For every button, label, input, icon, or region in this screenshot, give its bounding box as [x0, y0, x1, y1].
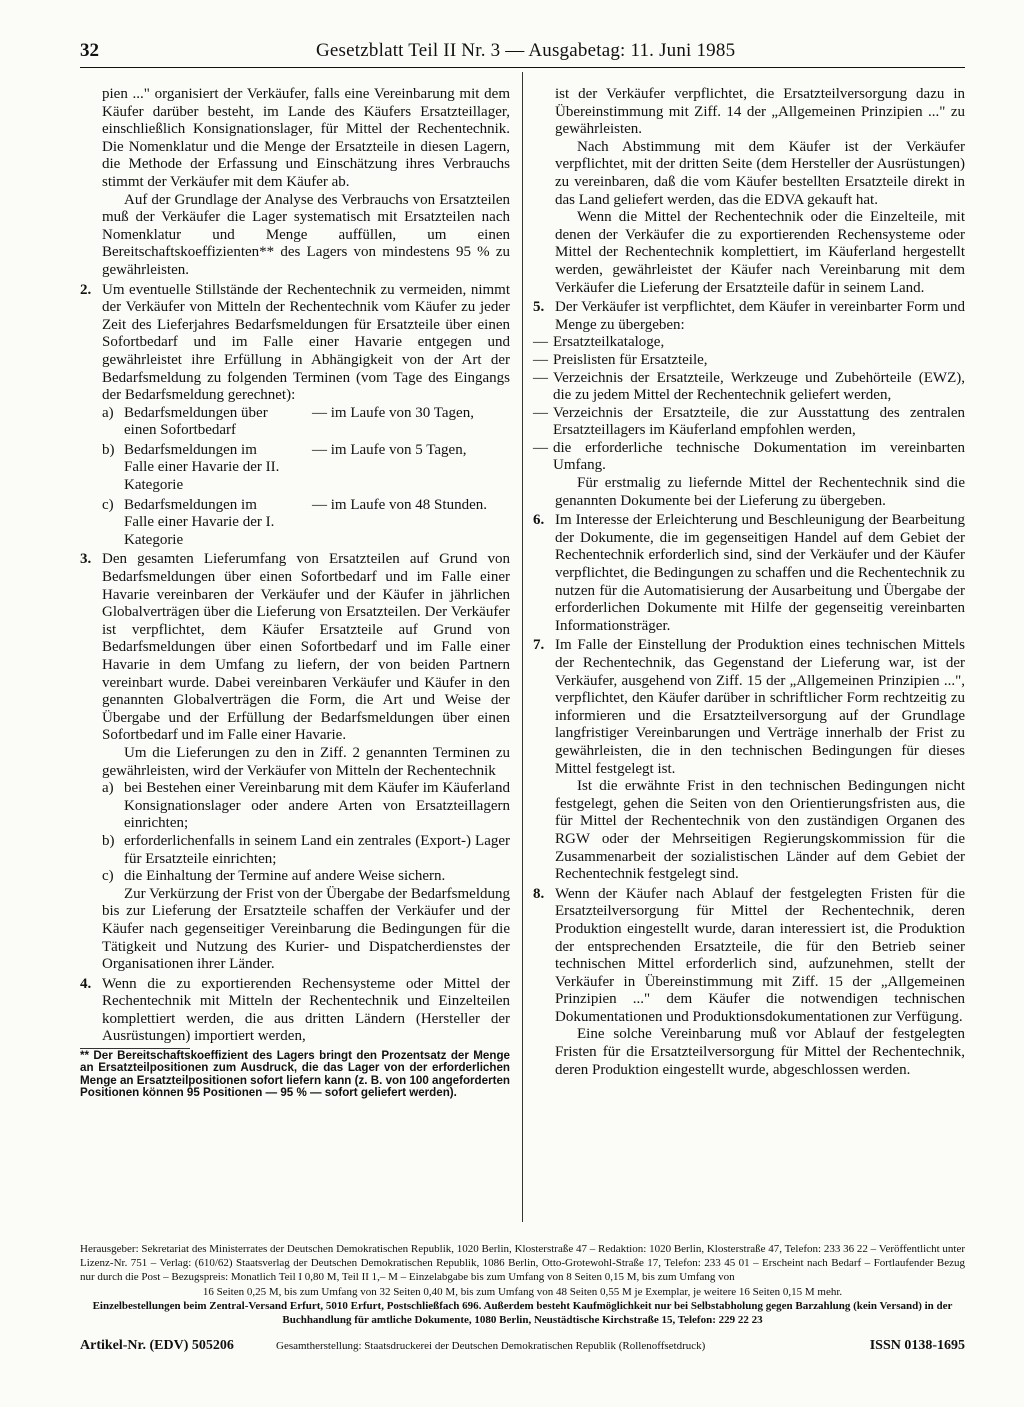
sub-item-key: a) [102, 780, 114, 797]
item-text: Im Interesse der Erleichterung und Beschleunigung der Bearbeitung der Dokumente, die im gegenseitigen Handel auf dem Gebiet der Rechentechnik erforderlich sind, sind der Verkäufer und der Käufer verpflichtet, die Bedingungen zu schaffen und die Rechentechnik zu nutzen für die Automatisierung der Ausarbeitung und Übergabe der erforderlichen Dokumente mit Hilfe der gegenseitig vereinbarten Informationsträger. [555, 512, 965, 634]
paragraph: ist der Verkäufer verpflichtet, die Ersatzteilversorgung dazu in Übereinstimmung mit Ziff. 14 der „Allgemeinen Prinzipien ..." zu gewährleisten. [555, 86, 965, 138]
schedule-key: c) [102, 496, 114, 513]
paragraph: Für erstmalig zu liefernde Mittel der Rechentechnik sind die genannten Dokumente bei der Lieferung zu übergeben. [555, 475, 965, 509]
paragraph: Wenn die Mittel der Rechentechnik oder die Einzelteile, mit denen der Verkäufer die zu exportierenden Rechensysteme oder Mittel der Rechentechnik komplettiert, im Käuferland hergestellt werden, gewährleistet der Käufer nach Vereinbarung mit dem Verkäufer die Lieferung der Ersatzteile dafür in seinem Land. [555, 209, 965, 296]
footnote: ** Der Bereitschaftskoeffizient des Lagers bringt den Prozentsatz der Menge an Ersatzteilpositionen zum Ausdruck, die das Lager von der erforderlichen Menge an Ersatzteilpositionen sofort liefern kann (z. B. von 100 angeforderten Positionen können 95 Positionen — 95 % — sofort geliefert werden). [80, 1049, 510, 1100]
item-text: Um die Lieferungen zu den in Ziff. 2 genannten Terminen zu gewährleisten, wird der Verkäufer von Mitteln der Rechentechnik [102, 744, 510, 779]
schedule-row [102, 405, 510, 440]
page-header [80, 40, 980, 70]
item-text: Der Verkäufer ist verpflichtet, dem Käufer in vereinbarter Form und Menge zu übergeben: [555, 299, 965, 333]
issn: ISSN 0138-1695 [869, 1338, 965, 1353]
imprint-footer [80, 1338, 965, 1358]
dash-text: Preislisten für Ersatzteile, [553, 351, 708, 368]
dash-marker: — [533, 334, 548, 351]
section-item-2 [80, 282, 510, 405]
sub-item-text: bei Bestehen einer Vereinbarung mit dem Käufer im Käuferland Konsignationslager oder andere Arten von Ersatzteillagern einrichten; [124, 780, 510, 832]
dash-item [533, 405, 965, 440]
left-column [80, 86, 510, 1100]
dash-item [533, 370, 965, 405]
sub-item-key: c) [102, 868, 114, 885]
imprint-text: 16 Seiten 0,25 M, bis zum Umfang von 32 Seiten 0,40 M, bis zum Umfang von 48 Seiten 0,55 M je Exemplar, je weitere 16 Seiten 0,15 M mehr. [202, 1285, 843, 1298]
section-item-4 [80, 976, 510, 1046]
paragraph: Auf der Grundlage der Analyse des Verbrauchs von Ersatzteilen muß der Verkäufer die Lager systematisch mit Ersatzteilen nach Nomenklatur und Menge auffüllen, um einen Bereitschaftskoeffizienten** des Lagers von mindestens 95 % zu gewährleisten. [102, 191, 510, 278]
item-number: 6. [533, 512, 545, 529]
right-column [533, 86, 965, 1079]
dash-text: Ersatzteilkataloge, [553, 334, 665, 351]
dash-item [533, 334, 965, 352]
item-number: 8. [533, 885, 545, 902]
item-text: Zur Verkürzung der Frist von der Übergabe der Bedarfsmeldung bis zur Lieferung der Ersatzteile schaffen der Verkäufer und der Käufer nach gegenseitiger Vereinbarung die Bedingungen für die Tätigkeit und Nutzung des Kurier- und Dispatcherdienstes der Organisationen ihrer Länder. [102, 885, 511, 973]
schedule-term: — im Laufe von 30 Tagen, [312, 404, 474, 421]
sub-item-text: erforderlichenfalls in seinem Land ein zentrales (Export-) Lager für Ersatzteile einrichten; [124, 832, 510, 867]
imprint-orders: Einzelbestellungen beim Zentral-Versand Erfurt, 5010 Erfurt, Postschließfach 696. Außerdem besteht Kaufmöglichkeit nur bei Selbstabholung gegen Barzahlung (kein Versand) in der [92, 1299, 953, 1312]
dash-text: Verzeichnis der Ersatzteile, die zur Ausstattung des zentralen Ersatzteillagers im Käuferland empfohlen werden, [553, 404, 965, 439]
section-item-5 [533, 299, 965, 334]
item-number: 4. [80, 975, 92, 992]
schedule-key: a) [102, 404, 114, 421]
sub-item [102, 780, 510, 833]
page-number: 32 [80, 40, 99, 61]
dash-item [533, 352, 965, 370]
item-number: 5. [533, 299, 545, 316]
schedule-term: — im Laufe von 5 Tagen, [312, 441, 467, 458]
article-number: Artikel-Nr. (EDV) 505206 [80, 1338, 234, 1353]
item-text: Im Falle der Einstellung der Produktion eines technischen Mittels der Rechentechnik, das Gegenstand der Lieferung war, ist der Verkäufer, ausgehend von Ziff. 15 der „Allgemeinen Prinzipien ...", verpflichtet, den Käufer darüber in schriftlicher Form rechtzeitig zu informieren und die Ersatzteilversorgung auf der Grundlage langfristiger Vereinbarungen und Verträge innerhalb der Frist zu gewährleisten, die in den technischen Bedingungen für dieses Mittel festgelegt ist. [555, 637, 965, 777]
item-text: Ist die erwähnte Frist in den technischen Bedingungen nicht festgelegt, gehen die Seiten von den Orientierungsfristen aus, die für Mittel der Rechentechnik von den zuständigen Organen des RGW oder der Mehrseitigen Regierungskommission für die Zusammenarbeit der sozialistischen Länder auf dem Gebiet der Rechentechnik festgelegt sind. [555, 778, 965, 883]
paragraph: pien ..." organisiert der Verkäufer, falls eine Vereinbarung mit dem Käufer darüber besteht, im Lande des Käufers Ersatzteillager, einschließlich Konsignationslager, für Mittel der Rechentechnik. Die Nomenklatur und die Menge der Ersatzteile in diesen Lagern, die Methode der Erfassung und Einschätzung ihres Verbrauchs stimmt der Verkäufer mit dem Käufer ab. [102, 86, 510, 190]
item-number: 2. [80, 281, 92, 298]
section-item-6 [533, 512, 965, 635]
schedule-label: Bedarfsmeldungen im Falle einer Havarie der II. Kategorie [124, 441, 280, 494]
sub-item [102, 868, 510, 886]
imprint-text: Herausgeber: Sekretariat des Ministerrates der Deutschen Demokratischen Republik, 1020 Berlin, Klosterstraße 47 – Redaktion: 1020 Berlin, Klosterstraße 47, Telefon: 233 36 22 – Veröffentlicht unter Lizenz-Nr. 751 – Verlag: (610/62) Staatsverlag der Deutschen Demokratischen Republik, 1086 Berlin, Otto-Grotewohl-Straße 17, Telefon: 233 45 01 – Erscheint nach Bedarf – Fortlaufender Bezug nur durch die Post – Bezugspreis: Monatlich Teil I 0,80 M, Teil II 1,– M – Einzelabgabe bis zum Umfang von 8 Seiten 0,15 M, bis zum Umfang von [80, 1243, 965, 1284]
printer-credit: Gesamtherstellung: Staatsdruckerei der Deutschen Demokratischen Republik (Rollenoffsetdruck) [276, 1340, 706, 1352]
header-rule [80, 67, 965, 68]
dash-marker: — [533, 404, 548, 421]
sub-item [102, 833, 510, 868]
sub-item-key: b) [102, 832, 115, 849]
item-text: Um eventuelle Stillstände der Rechentechnik zu vermeiden, nimmt der Verkäufer von Mitteln der Rechentechnik vom Käufer zu jeder Zeit des Lieferjahres Bedarfsmeldungen für Ersatzteile über einen Sofortbedarf und im Falle einer Havarie entgegen und gewährleistet ihre Erfüllung in Abhängigkeit von der Art der Bedarfsmeldung zu folgenden Terminen (vom Tage des Eingangs der Bedarfsmeldung gerechnet): [102, 281, 510, 404]
imprint-bookshop: Buchhandlung für amtliche Dokumente, 1080 Berlin, Neustädtische Kirchstraße 15, Telefon: 229 22 23 [282, 1314, 763, 1327]
item-text: Den gesamten Lieferumfang von Ersatzteilen auf Grund von Bedarfsmeldungen über einen Sofortbedarf und im Falle einer Havarie vereinbaren der Verkäufer und der Käufer in jährlichen Globalverträgen über die Lieferung von Ersatzteilen. Der Verkäufer ist verpflichtet, dem Käufer Ersatzteile auf Grund von Bedarfsmeldungen über einen Sofortbedarf und im Falle einer Havarie in dem Umfang zu liefern, der von beiden Partnern vereinbart wurde. Dabei vereinbaren Verkäufer und Käufer in den genannten Globalverträgen die Form, die Art und Weise der Übergabe und der Erfüllung der Bedarfsmeldungen über einen Sofortbedarf und im Falle einer Havarie. [102, 551, 510, 744]
item-text: Wenn der Käufer nach Ablauf der festgelegten Fristen für die Ersatzteilversorgung für Mittel der Rechentechnik, deren Produktion eingestellt wurde, daran interessiert ist, die Produktion der entsprechenden Ersatzteile, die für den Betrieb seiner technischen Mittel erforderlich sind, aufzunehmen, stellt der Verkäufer in Übereinstimmung mit Ziff. 15 der „Allgemeinen Prinzipien ..." dem Käufer die notwendigen technischen Dokumentationen und Produktionsdokumentationen zur Verfügung. [555, 885, 965, 1025]
sub-item-text: die Einhaltung der Termine auf andere Weise sichern. [124, 868, 446, 885]
dash-marker: — [533, 439, 548, 456]
schedule-row [102, 442, 510, 495]
item-number: 7. [533, 637, 545, 654]
dash-text: Verzeichnis der Ersatzteile, Werkzeuge und Zubehörteile (EWZ), die zu jedem Mittel der Rechentechnik geliefert werden, [553, 369, 965, 404]
imprint [80, 1242, 965, 1327]
section-item-7 [533, 637, 965, 883]
schedule-key: b) [102, 441, 115, 458]
item-text: Eine solche Vereinbarung muß vor Ablauf der festgelegten Fristen für die Ersatzteilversorgung für Mittel der Rechentechnik, deren Produktion eingestellt wurde, abgeschlossen werden. [555, 1026, 965, 1078]
schedule-term: — im Laufe von 48 Stunden. [312, 496, 487, 513]
item-text: Wenn die zu exportierenden Rechensysteme oder Mittel der Rechentechnik mit Mitteln der Rechentechnik und Einzelteilen komplettiert werden, die aus dritten Ländern (Hersteller der Ausrüstungen) importiert werden, [102, 975, 510, 1045]
header-title: Gesetzblatt Teil II Nr. 3 — Ausgabetag: 11. Juni 1985 [316, 40, 736, 61]
section-item-3 [80, 551, 510, 973]
schedule-row [102, 497, 510, 550]
column-divider [522, 72, 523, 1222]
dash-marker: — [533, 369, 548, 386]
dash-text: die erforderliche technische Dokumentation im vereinbarten Umfang. [553, 439, 965, 474]
dash-item [533, 440, 965, 475]
dash-marker: — [533, 351, 548, 368]
paragraph: Nach Abstimmung mit dem Käufer ist der Verkäufer verpflichtet, mit der dritten Seite (dem Hersteller der Ausrüstungen) zu vereinbaren, daß die vom Käufer bestellten Ersatzteile direkt in das Land geliefert werden, das die EDVA gekauft hat. [555, 138, 965, 208]
schedule-label: Bedarfsmeldungen über einen Sofortbedarf [124, 404, 268, 439]
schedule-label: Bedarfsmeldungen im Falle einer Havarie der I. Kategorie [124, 496, 275, 548]
section-item-8 [533, 886, 965, 1080]
deadline-schedule [102, 405, 510, 550]
item-number: 3. [80, 551, 92, 568]
